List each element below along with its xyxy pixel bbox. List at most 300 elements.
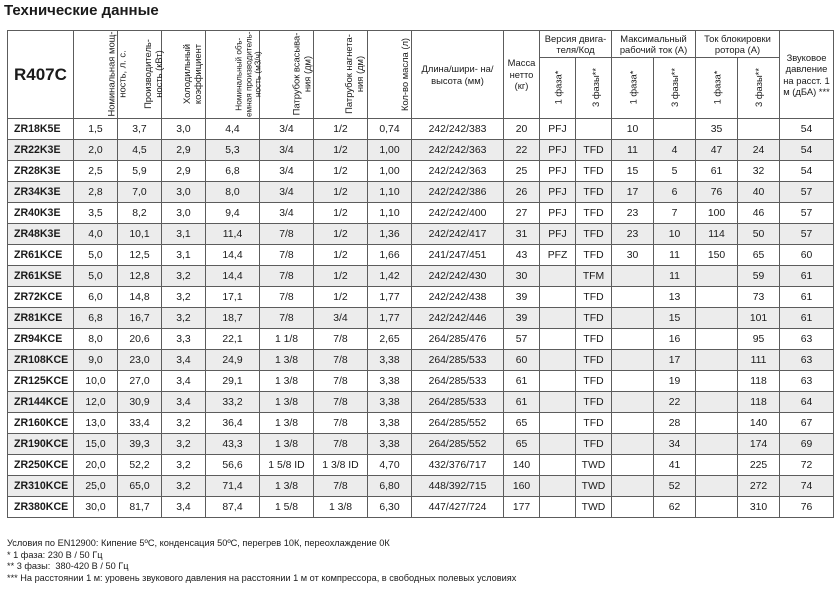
cell-current-3phase: 15 (654, 308, 696, 329)
cell-current-3phase: 11 (654, 245, 696, 266)
cell-current-1phase: 15 (612, 161, 654, 182)
cell-noise: 76 (780, 497, 834, 518)
cell-oil: 2,65 (368, 329, 412, 350)
cell-noise: 60 (780, 245, 834, 266)
cell-oil: 1,66 (368, 245, 412, 266)
cell-power: 4,0 (74, 224, 118, 245)
cell-current-3phase: 6 (654, 182, 696, 203)
header-current-3phase: 3 фазы** (654, 58, 696, 119)
cell-motor-1phase (540, 287, 576, 308)
cell-current-3phase: 22 (654, 392, 696, 413)
cell-lock-3phase: 73 (738, 287, 780, 308)
table-body (8, 119, 834, 518)
cell-current-3phase: 52 (654, 476, 696, 497)
cell-mass: 31 (504, 224, 540, 245)
cell-capacity: 3,7 (118, 119, 162, 140)
cell-lock-3phase: 140 (738, 413, 780, 434)
cell-discharge: 1/2 (314, 287, 368, 308)
table-row (8, 392, 834, 413)
cell-lock-3phase: 50 (738, 224, 780, 245)
cell-capacity: 30,9 (118, 392, 162, 413)
cell-capacity: 20,6 (118, 329, 162, 350)
cell-power: 10,0 (74, 371, 118, 392)
cell-motor-1phase (540, 329, 576, 350)
cell-cooling-coef: 3,4 (162, 392, 206, 413)
cell-current-1phase: 10 (612, 119, 654, 140)
cell-noise: 54 (780, 119, 834, 140)
cell-mass: 43 (504, 245, 540, 266)
cell-motor-1phase: PFJ (540, 161, 576, 182)
cell-lock-3phase: 118 (738, 371, 780, 392)
cell-mass: 65 (504, 434, 540, 455)
cell-current-1phase (612, 434, 654, 455)
cell-lock-1phase (696, 455, 738, 476)
cell-cooling-coef: 3,2 (162, 476, 206, 497)
cell-lock-1phase (696, 350, 738, 371)
cell-oil: 3,38 (368, 371, 412, 392)
table-row (8, 371, 834, 392)
header-max-current: Максимальный рабочий ток (А) (612, 31, 696, 58)
cell-noise: 63 (780, 329, 834, 350)
cell-motor-1phase (540, 266, 576, 287)
header-lock-3phase: 3 фазы** (738, 58, 780, 119)
cell-cooling-coef: 3,4 (162, 350, 206, 371)
cell-lock-1phase (696, 329, 738, 350)
cell-dimensions: 242/242/363 (412, 161, 504, 182)
cell-model: ZR310KCE (8, 476, 74, 497)
cell-displacement: 24,9 (206, 350, 260, 371)
cell-discharge: 1/2 (314, 245, 368, 266)
cell-lock-1phase (696, 287, 738, 308)
cell-power: 2,5 (74, 161, 118, 182)
cell-power: 30,0 (74, 497, 118, 518)
cell-lock-3phase: 24 (738, 140, 780, 161)
cell-suction: 1 3/8 (260, 371, 314, 392)
cell-current-1phase (612, 350, 654, 371)
cell-mass: 61 (504, 392, 540, 413)
table-row (8, 182, 834, 203)
cell-power: 6,0 (74, 287, 118, 308)
cell-current-3phase: 19 (654, 371, 696, 392)
cell-cooling-coef: 3,2 (162, 434, 206, 455)
cell-motor-1phase (540, 413, 576, 434)
cell-suction: 7/8 (260, 308, 314, 329)
cell-capacity: 10,1 (118, 224, 162, 245)
cell-motor-3phase: TFD (576, 203, 612, 224)
cell-oil: 1,77 (368, 308, 412, 329)
cell-discharge: 7/8 (314, 350, 368, 371)
cell-motor-3phase: TFD (576, 392, 612, 413)
cell-dimensions: 264/285/552 (412, 413, 504, 434)
cell-suction: 7/8 (260, 266, 314, 287)
table-row (8, 203, 834, 224)
cell-lock-1phase (696, 476, 738, 497)
cell-cooling-coef: 2,9 (162, 161, 206, 182)
cell-model: ZR28K3E (8, 161, 74, 182)
cell-motor-1phase (540, 392, 576, 413)
cell-model: ZR380KCE (8, 497, 74, 518)
cell-motor-3phase: TWD (576, 476, 612, 497)
cell-suction: 7/8 (260, 224, 314, 245)
cell-motor-3phase: TWD (576, 455, 612, 476)
cell-current-3phase (654, 119, 696, 140)
cell-model: ZR22K3E (8, 140, 74, 161)
cell-lock-3phase: 111 (738, 350, 780, 371)
cell-discharge: 1/2 (314, 161, 368, 182)
cell-motor-3phase: TFD (576, 224, 612, 245)
cell-lock-1phase: 100 (696, 203, 738, 224)
cell-cooling-coef: 3,1 (162, 224, 206, 245)
cell-displacement: 56,6 (206, 455, 260, 476)
cell-lock-1phase: 47 (696, 140, 738, 161)
cell-suction: 3/4 (260, 161, 314, 182)
cell-current-1phase (612, 266, 654, 287)
cell-noise: 63 (780, 371, 834, 392)
cell-cooling-coef: 3,4 (162, 371, 206, 392)
cell-oil: 6,30 (368, 497, 412, 518)
table-row (8, 329, 834, 350)
cell-noise: 67 (780, 413, 834, 434)
cell-dimensions: 242/242/383 (412, 119, 504, 140)
cell-dimensions: 264/285/476 (412, 329, 504, 350)
cell-suction: 1 5/8 ID (260, 455, 314, 476)
cell-displacement: 22,1 (206, 329, 260, 350)
cell-dimensions: 242/242/417 (412, 224, 504, 245)
cell-motor-1phase (540, 350, 576, 371)
table-row (8, 350, 834, 371)
cell-dimensions: 242/242/386 (412, 182, 504, 203)
cell-suction: 7/8 (260, 287, 314, 308)
cell-noise: 57 (780, 224, 834, 245)
cell-cooling-coef: 3,2 (162, 413, 206, 434)
cell-lock-1phase: 76 (696, 182, 738, 203)
cell-capacity: 23,0 (118, 350, 162, 371)
cell-mass: 57 (504, 329, 540, 350)
cell-oil: 1,77 (368, 287, 412, 308)
cell-suction: 1 3/8 (260, 476, 314, 497)
cell-cooling-coef: 3,2 (162, 266, 206, 287)
cell-oil: 6,80 (368, 476, 412, 497)
cell-discharge: 1 3/8 (314, 497, 368, 518)
cell-current-1phase (612, 497, 654, 518)
table-row (8, 224, 834, 245)
cell-cooling-coef: 3,2 (162, 308, 206, 329)
cell-current-1phase (612, 455, 654, 476)
cell-motor-1phase (540, 476, 576, 497)
cell-suction: 1 5/8 (260, 497, 314, 518)
cell-model: ZR72KCE (8, 287, 74, 308)
cell-dimensions: 264/285/533 (412, 350, 504, 371)
note-1phase: * 1 фаза: 230 В / 50 Гц (7, 549, 103, 560)
cell-displacement: 43,3 (206, 434, 260, 455)
cell-mass: 39 (504, 308, 540, 329)
cell-discharge: 7/8 (314, 392, 368, 413)
cell-current-1phase (612, 392, 654, 413)
cell-current-3phase: 5 (654, 161, 696, 182)
cell-capacity: 7,0 (118, 182, 162, 203)
cell-lock-1phase (696, 371, 738, 392)
cell-cooling-coef: 3,2 (162, 455, 206, 476)
cell-motor-1phase (540, 497, 576, 518)
cell-model: ZR61KCE (8, 245, 74, 266)
cell-model: ZR144KCE (8, 392, 74, 413)
cell-motor-3phase: TFM (576, 266, 612, 287)
cell-current-3phase: 41 (654, 455, 696, 476)
cell-motor-3phase: TFD (576, 371, 612, 392)
header-power: Номинальная мощ- ность, л. с. (74, 31, 118, 119)
cell-current-3phase: 16 (654, 329, 696, 350)
cell-lock-1phase (696, 308, 738, 329)
note-conditions: Условия по EN12900: Кипение 5ºC, конденсация 50ºC, перегрев 10К, переохлаждение 0К (7, 538, 390, 548)
table-row (8, 245, 834, 266)
cell-mass: 61 (504, 371, 540, 392)
cell-motor-1phase: PFJ (540, 140, 576, 161)
table-row (8, 140, 834, 161)
cell-cooling-coef: 3,0 (162, 203, 206, 224)
cell-current-1phase (612, 308, 654, 329)
cell-model: ZR61KSE (8, 266, 74, 287)
cell-displacement: 17,1 (206, 287, 260, 308)
cell-capacity: 27,0 (118, 371, 162, 392)
table-row (8, 161, 834, 182)
cell-oil: 3,38 (368, 392, 412, 413)
cell-noise: 69 (780, 434, 834, 455)
cell-noise: 72 (780, 455, 834, 476)
cell-power: 5,0 (74, 245, 118, 266)
cell-displacement: 8,0 (206, 182, 260, 203)
cell-current-3phase: 7 (654, 203, 696, 224)
cell-oil: 0,74 (368, 119, 412, 140)
cell-displacement: 29,1 (206, 371, 260, 392)
cell-model: ZR190KCE (8, 434, 74, 455)
table-row (8, 266, 834, 287)
cell-motor-3phase: TFD (576, 245, 612, 266)
header-cooling-coef: Холодильный коэффициент (162, 31, 206, 119)
cell-lock-1phase (696, 392, 738, 413)
cell-suction: 1 3/8 (260, 350, 314, 371)
cell-discharge: 7/8 (314, 329, 368, 350)
header-noise: Звуковое давление на расст. 1 м (дБА) *** (780, 31, 834, 119)
refrigerant-label: R407C (8, 31, 74, 119)
cell-cooling-coef: 2,9 (162, 140, 206, 161)
cell-displacement: 9,4 (206, 203, 260, 224)
tech-data-table (7, 30, 834, 518)
cell-power: 9,0 (74, 350, 118, 371)
cell-cooling-coef: 3,4 (162, 497, 206, 518)
cell-noise: 54 (780, 161, 834, 182)
cell-cooling-coef: 3,3 (162, 329, 206, 350)
cell-displacement: 11,4 (206, 224, 260, 245)
cell-suction: 1 3/8 (260, 413, 314, 434)
cell-motor-1phase (540, 434, 576, 455)
cell-current-3phase: 62 (654, 497, 696, 518)
cell-suction: 3/4 (260, 119, 314, 140)
header-current-1phase: 1 фаза* (612, 58, 654, 119)
cell-motor-1phase: PFJ (540, 182, 576, 203)
cell-discharge: 1/2 (314, 266, 368, 287)
cell-mass: 60 (504, 350, 540, 371)
cell-lock-3phase: 46 (738, 203, 780, 224)
cell-noise: 61 (780, 266, 834, 287)
header-capacity: Производитель- ность (кВт) (118, 31, 162, 119)
cell-dimensions: 264/285/552 (412, 434, 504, 455)
header-displacement: Номинальный объ- емная производитель- ность (м3/ч) (206, 31, 260, 119)
cell-discharge: 7/8 (314, 413, 368, 434)
cell-oil: 3,38 (368, 434, 412, 455)
cell-power: 20,0 (74, 455, 118, 476)
cell-mass: 160 (504, 476, 540, 497)
cell-oil: 3,38 (368, 413, 412, 434)
cell-noise: 54 (780, 140, 834, 161)
table-row (8, 413, 834, 434)
cell-discharge: 7/8 (314, 371, 368, 392)
cell-discharge: 3/4 (314, 308, 368, 329)
cell-discharge: 1/2 (314, 203, 368, 224)
cell-mass: 39 (504, 287, 540, 308)
cell-noise: 61 (780, 287, 834, 308)
cell-dimensions: 448/392/715 (412, 476, 504, 497)
cell-lock-3phase: 272 (738, 476, 780, 497)
cell-displacement: 18,7 (206, 308, 260, 329)
cell-dimensions: 264/285/533 (412, 371, 504, 392)
cell-dimensions: 242/242/430 (412, 266, 504, 287)
cell-displacement: 4,4 (206, 119, 260, 140)
cell-dimensions: 242/242/446 (412, 308, 504, 329)
header-motor-1phase: 1 фаза* (540, 58, 576, 119)
cell-capacity: 8,2 (118, 203, 162, 224)
cell-model: ZR81KCE (8, 308, 74, 329)
cell-motor-3phase: TFD (576, 434, 612, 455)
cell-capacity: 81,7 (118, 497, 162, 518)
cell-power: 6,8 (74, 308, 118, 329)
cell-noise: 63 (780, 350, 834, 371)
cell-lock-3phase: 32 (738, 161, 780, 182)
cell-model: ZR48K3E (8, 224, 74, 245)
cell-motor-3phase: TFD (576, 182, 612, 203)
cell-oil: 1,42 (368, 266, 412, 287)
cell-cooling-coef: 3,2 (162, 287, 206, 308)
cell-lock-1phase (696, 434, 738, 455)
header-discharge: Патрубок нагнета- ния (дм) (314, 31, 368, 119)
cell-motor-1phase (540, 455, 576, 476)
cell-capacity: 52,2 (118, 455, 162, 476)
cell-displacement: 36,4 (206, 413, 260, 434)
table-row (8, 119, 834, 140)
note-3phase: ** 3 фазы: 380-420 В / 50 Гц (7, 561, 129, 572)
cell-dimensions: 242/242/363 (412, 140, 504, 161)
cell-mass: 27 (504, 203, 540, 224)
note-noise: *** На расстоянии 1 м: уровень звукового давления на расстоянии 1 м от компрессора, в свободных полевых условиях (7, 572, 517, 583)
cell-displacement: 14,4 (206, 266, 260, 287)
cell-current-1phase: 30 (612, 245, 654, 266)
cell-dimensions: 242/242/400 (412, 203, 504, 224)
cell-lock-3phase: 118 (738, 392, 780, 413)
cell-power: 15,0 (74, 434, 118, 455)
cell-lock-3phase: 65 (738, 245, 780, 266)
header-oil: Кол-во масла (л) (368, 31, 412, 119)
header-suction: Патрубок всасыва- ния (дм) (260, 31, 314, 119)
cell-displacement: 71,4 (206, 476, 260, 497)
cell-motor-3phase: TFD (576, 161, 612, 182)
cell-suction: 1 3/8 (260, 434, 314, 455)
cell-lock-1phase (696, 413, 738, 434)
header-mass: Масса нетто (кг) (504, 31, 540, 119)
cell-lock-3phase: 225 (738, 455, 780, 476)
cell-oil: 3,38 (368, 350, 412, 371)
cell-mass: 65 (504, 413, 540, 434)
cell-motor-3phase: TFD (576, 308, 612, 329)
cell-lock-1phase (696, 497, 738, 518)
cell-mass: 22 (504, 140, 540, 161)
cell-suction: 3/4 (260, 203, 314, 224)
cell-model: ZR40K3E (8, 203, 74, 224)
cell-motor-3phase: TFD (576, 287, 612, 308)
cell-motor-1phase: PFJ (540, 203, 576, 224)
cell-lock-1phase: 61 (696, 161, 738, 182)
cell-noise: 61 (780, 308, 834, 329)
cell-dimensions: 447/427/724 (412, 497, 504, 518)
cell-displacement: 33,2 (206, 392, 260, 413)
cell-discharge: 7/8 (314, 476, 368, 497)
cell-current-3phase: 11 (654, 266, 696, 287)
cell-motor-1phase (540, 308, 576, 329)
cell-oil: 1,00 (368, 140, 412, 161)
cell-lock-1phase: 114 (696, 224, 738, 245)
cell-current-3phase: 34 (654, 434, 696, 455)
header-lock-1phase: 1 фаза* (696, 58, 738, 119)
cell-cooling-coef: 3,0 (162, 182, 206, 203)
cell-current-3phase: 13 (654, 287, 696, 308)
cell-power: 12,0 (74, 392, 118, 413)
cell-discharge: 1/2 (314, 224, 368, 245)
cell-current-1phase: 23 (612, 203, 654, 224)
cell-power: 13,0 (74, 413, 118, 434)
cell-mass: 30 (504, 266, 540, 287)
cell-current-3phase: 4 (654, 140, 696, 161)
cell-oil: 1,36 (368, 224, 412, 245)
cell-oil: 4,70 (368, 455, 412, 476)
table-row (8, 476, 834, 497)
cell-current-3phase: 10 (654, 224, 696, 245)
cell-lock-3phase: 310 (738, 497, 780, 518)
cell-lock-1phase: 150 (696, 245, 738, 266)
cell-noise: 57 (780, 182, 834, 203)
cell-suction: 1 1/8 (260, 329, 314, 350)
cell-capacity: 12,5 (118, 245, 162, 266)
cell-lock-1phase: 35 (696, 119, 738, 140)
cell-current-1phase (612, 371, 654, 392)
cell-discharge: 1/2 (314, 182, 368, 203)
table-row (8, 455, 834, 476)
cell-mass: 26 (504, 182, 540, 203)
cell-lock-3phase: 95 (738, 329, 780, 350)
cell-model: ZR18K5E (8, 119, 74, 140)
cell-power: 2,0 (74, 140, 118, 161)
cell-suction: 7/8 (260, 245, 314, 266)
cell-model: ZR125KCE (8, 371, 74, 392)
cell-motor-1phase: PFJ (540, 119, 576, 140)
cell-mass: 177 (504, 497, 540, 518)
cell-motor-3phase: TFD (576, 413, 612, 434)
cell-mass: 140 (504, 455, 540, 476)
cell-model: ZR250KCE (8, 455, 74, 476)
cell-power: 25,0 (74, 476, 118, 497)
cell-motor-3phase: TFD (576, 350, 612, 371)
cell-lock-1phase (696, 266, 738, 287)
cell-mass: 25 (504, 161, 540, 182)
cell-cooling-coef: 3,1 (162, 245, 206, 266)
cell-capacity: 33,4 (118, 413, 162, 434)
